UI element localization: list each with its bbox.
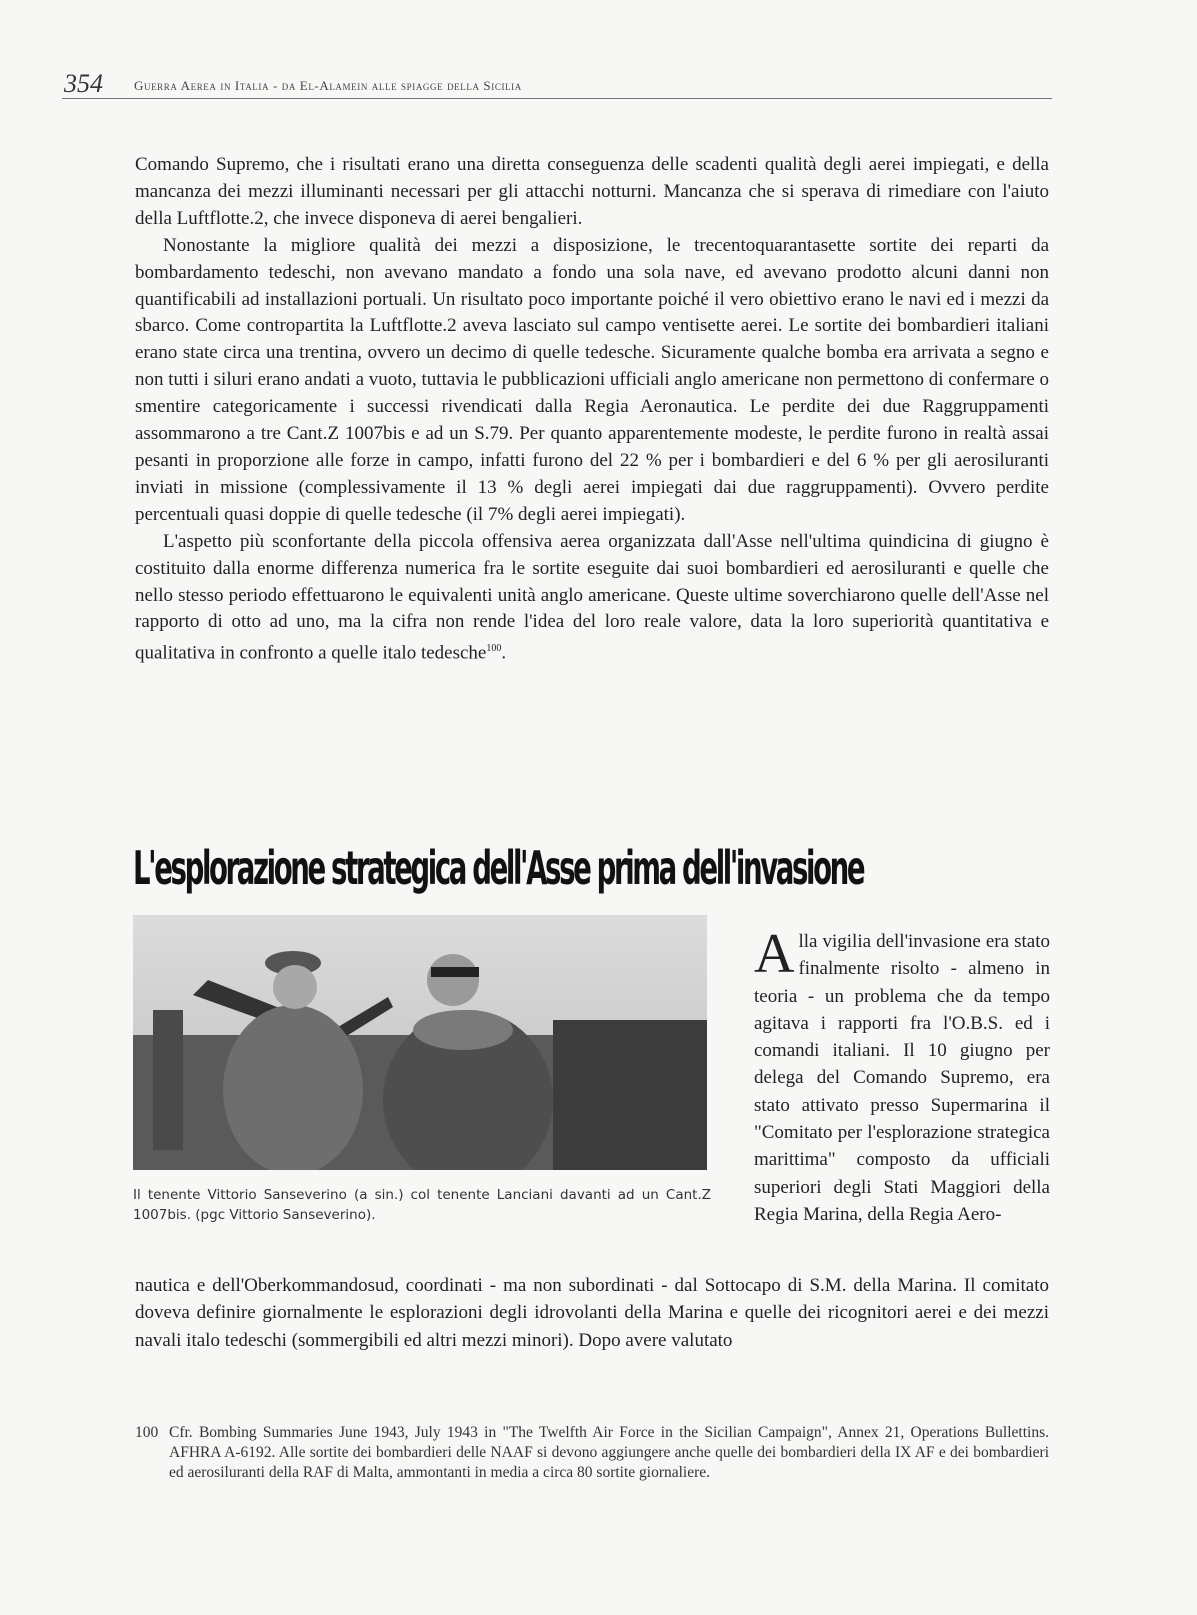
footnote bbox=[135, 1423, 1049, 1484]
photo-illustration bbox=[133, 915, 707, 1170]
running-title: Guerra Aerea in Italia - da El-Alamein alle spiagge della Sicilia bbox=[134, 78, 522, 93]
dropcap: A bbox=[754, 923, 795, 985]
paragraph-3-text: L'aspetto più sconfortante della piccola offensiva aerea organizzata dall'Asse nell'ultima quindicina di giugno è costituito dalla enorme differenza numerica fra le sortite eseguite dai suoi bombardieri ed aerosiluranti e quelle che nello stesso periodo effettuarono le equivalenti unità anglo americane. Queste ultime soverchiarono quelle dell'Asse nel rapporto di otto ad uno, ma la cifra non rende l'idea del loro reale valore, data la loro superiorità quantitativa e qualitativa in confronto a quelle italo tedesche bbox=[135, 530, 1049, 664]
paragraph-2: Nonostante la migliore qualità dei mezzi a disposizione, le trecentoquarantasette sortite dei reparti da bombardamento tedeschi, non avevano mandato a fondo una sola nave, ed avevano prodotto alcuni danni non quantificabili ad installazioni portuali. Un risultato poco importante poiché il vero obiettivo erano le navi ed i mezzi da sbarco. Come contropartita la Luftflotte.2 aveva lasciato sul campo ventisette aerei. Le sortite dei bombardieri italiani erano state circa una trentina, ovvero un decimo di quelle tedesche. Sicuramente qualche bomba era arrivata a segno e non tutti i siluri erano andati a vuoto, tuttavia le pubblicazioni ufficiali anglo americane non permettono di confermare o smentire categoricamente i successi rivendicati dalla Regia Aeronautica. Le perdite dei due Raggruppamenti assommarono a tre Cant.Z 1007bis e ad un S.79. Per quanto apparentemente modeste, le perdite furono in realtà assai pesanti in proporzione alle forze in campo, infatti furono del 22 % per i bombardieri e del 6 % per gli aerosiluranti inviati in missione (complessivamente il 13 % degli aerei impiegati dai due raggruppamenti). Ovvero perdite percentuali quasi doppie di quelle tedesche (il 7% degli aerei impiegati). bbox=[135, 234, 1049, 525]
section-title: L'esplorazione strategica dell'Asse prima dell'invasione bbox=[133, 841, 864, 895]
footnote-text: Cfr. Bombing Summaries June 1943, July 1943 in "The Twelfth Air Force in the Sicilian Campaign", Annex 21, Operations Bullettins. AFHRA A-6192. Alle sortite dei bombardieri delle NAAF si devono aggiungere anche quelle dei bombardieri della IX AF e dei bombardieri ed aerosiluranti della RAF di Malta, ammontanti in media a circa 80 sortite giornaliere. bbox=[169, 1424, 1049, 1482]
paragraph-3-end: . bbox=[501, 642, 507, 664]
page-number: 354 bbox=[64, 69, 103, 98]
section-continuation: nautica e dell'Oberkommandosud, coordinati - ma non subordinati - dal Sottocapo di S.M. della Marina. Il comitato doveva definire giornalmente le esplorazioni degli idrovolanti della Marina e quelle dei ricognitori aerei e dei mezzi navali italo tedeschi (sommergibili ed altri mezzi minori). Dopo avere valutato bbox=[135, 1275, 1049, 1351]
page-header bbox=[62, 70, 1052, 99]
paragraph-3 bbox=[135, 529, 1049, 668]
footnote-reference: 100 bbox=[486, 643, 502, 655]
photo-caption: Il tenente Vittorio Sanseverino (a sin.) col tenente Lanciani davanti ad un Cant.Z 1007bis. (pgc Vittorio Sanseverino). bbox=[133, 1187, 711, 1223]
section-intro bbox=[754, 923, 1050, 1228]
paragraph-1: Comando Supremo, che i risultati erano una diretta conseguenza delle scadenti qualità degli aerei impiegati, e della mancanza dei mezzi illuminanti necessari per gli attacchi notturni. Mancanza che si sperava di rimediare con l'aiuto della Luftflotte.2, che invece disponeva di aerei bengalieri. bbox=[135, 154, 1049, 229]
footnote-number: 100 bbox=[135, 1424, 159, 1441]
photo bbox=[133, 915, 707, 1170]
section-intro-text: lla vigilia dell'invasione era stato finalmente risolto - almeno in teoria - un problema che da tempo agitava i rapporti fra l'O.B.S. ed i comandi italiani. Il 10 giugno per delega del Comando Supremo, era stato attivato presso Supermarina il "Comitato per l'esplorazione strategica marittima" composto da ufficiali superiori degli Stati Maggiori della Regia Marina, della Regia Aero- bbox=[754, 931, 1050, 1225]
body-text bbox=[135, 152, 1049, 668]
